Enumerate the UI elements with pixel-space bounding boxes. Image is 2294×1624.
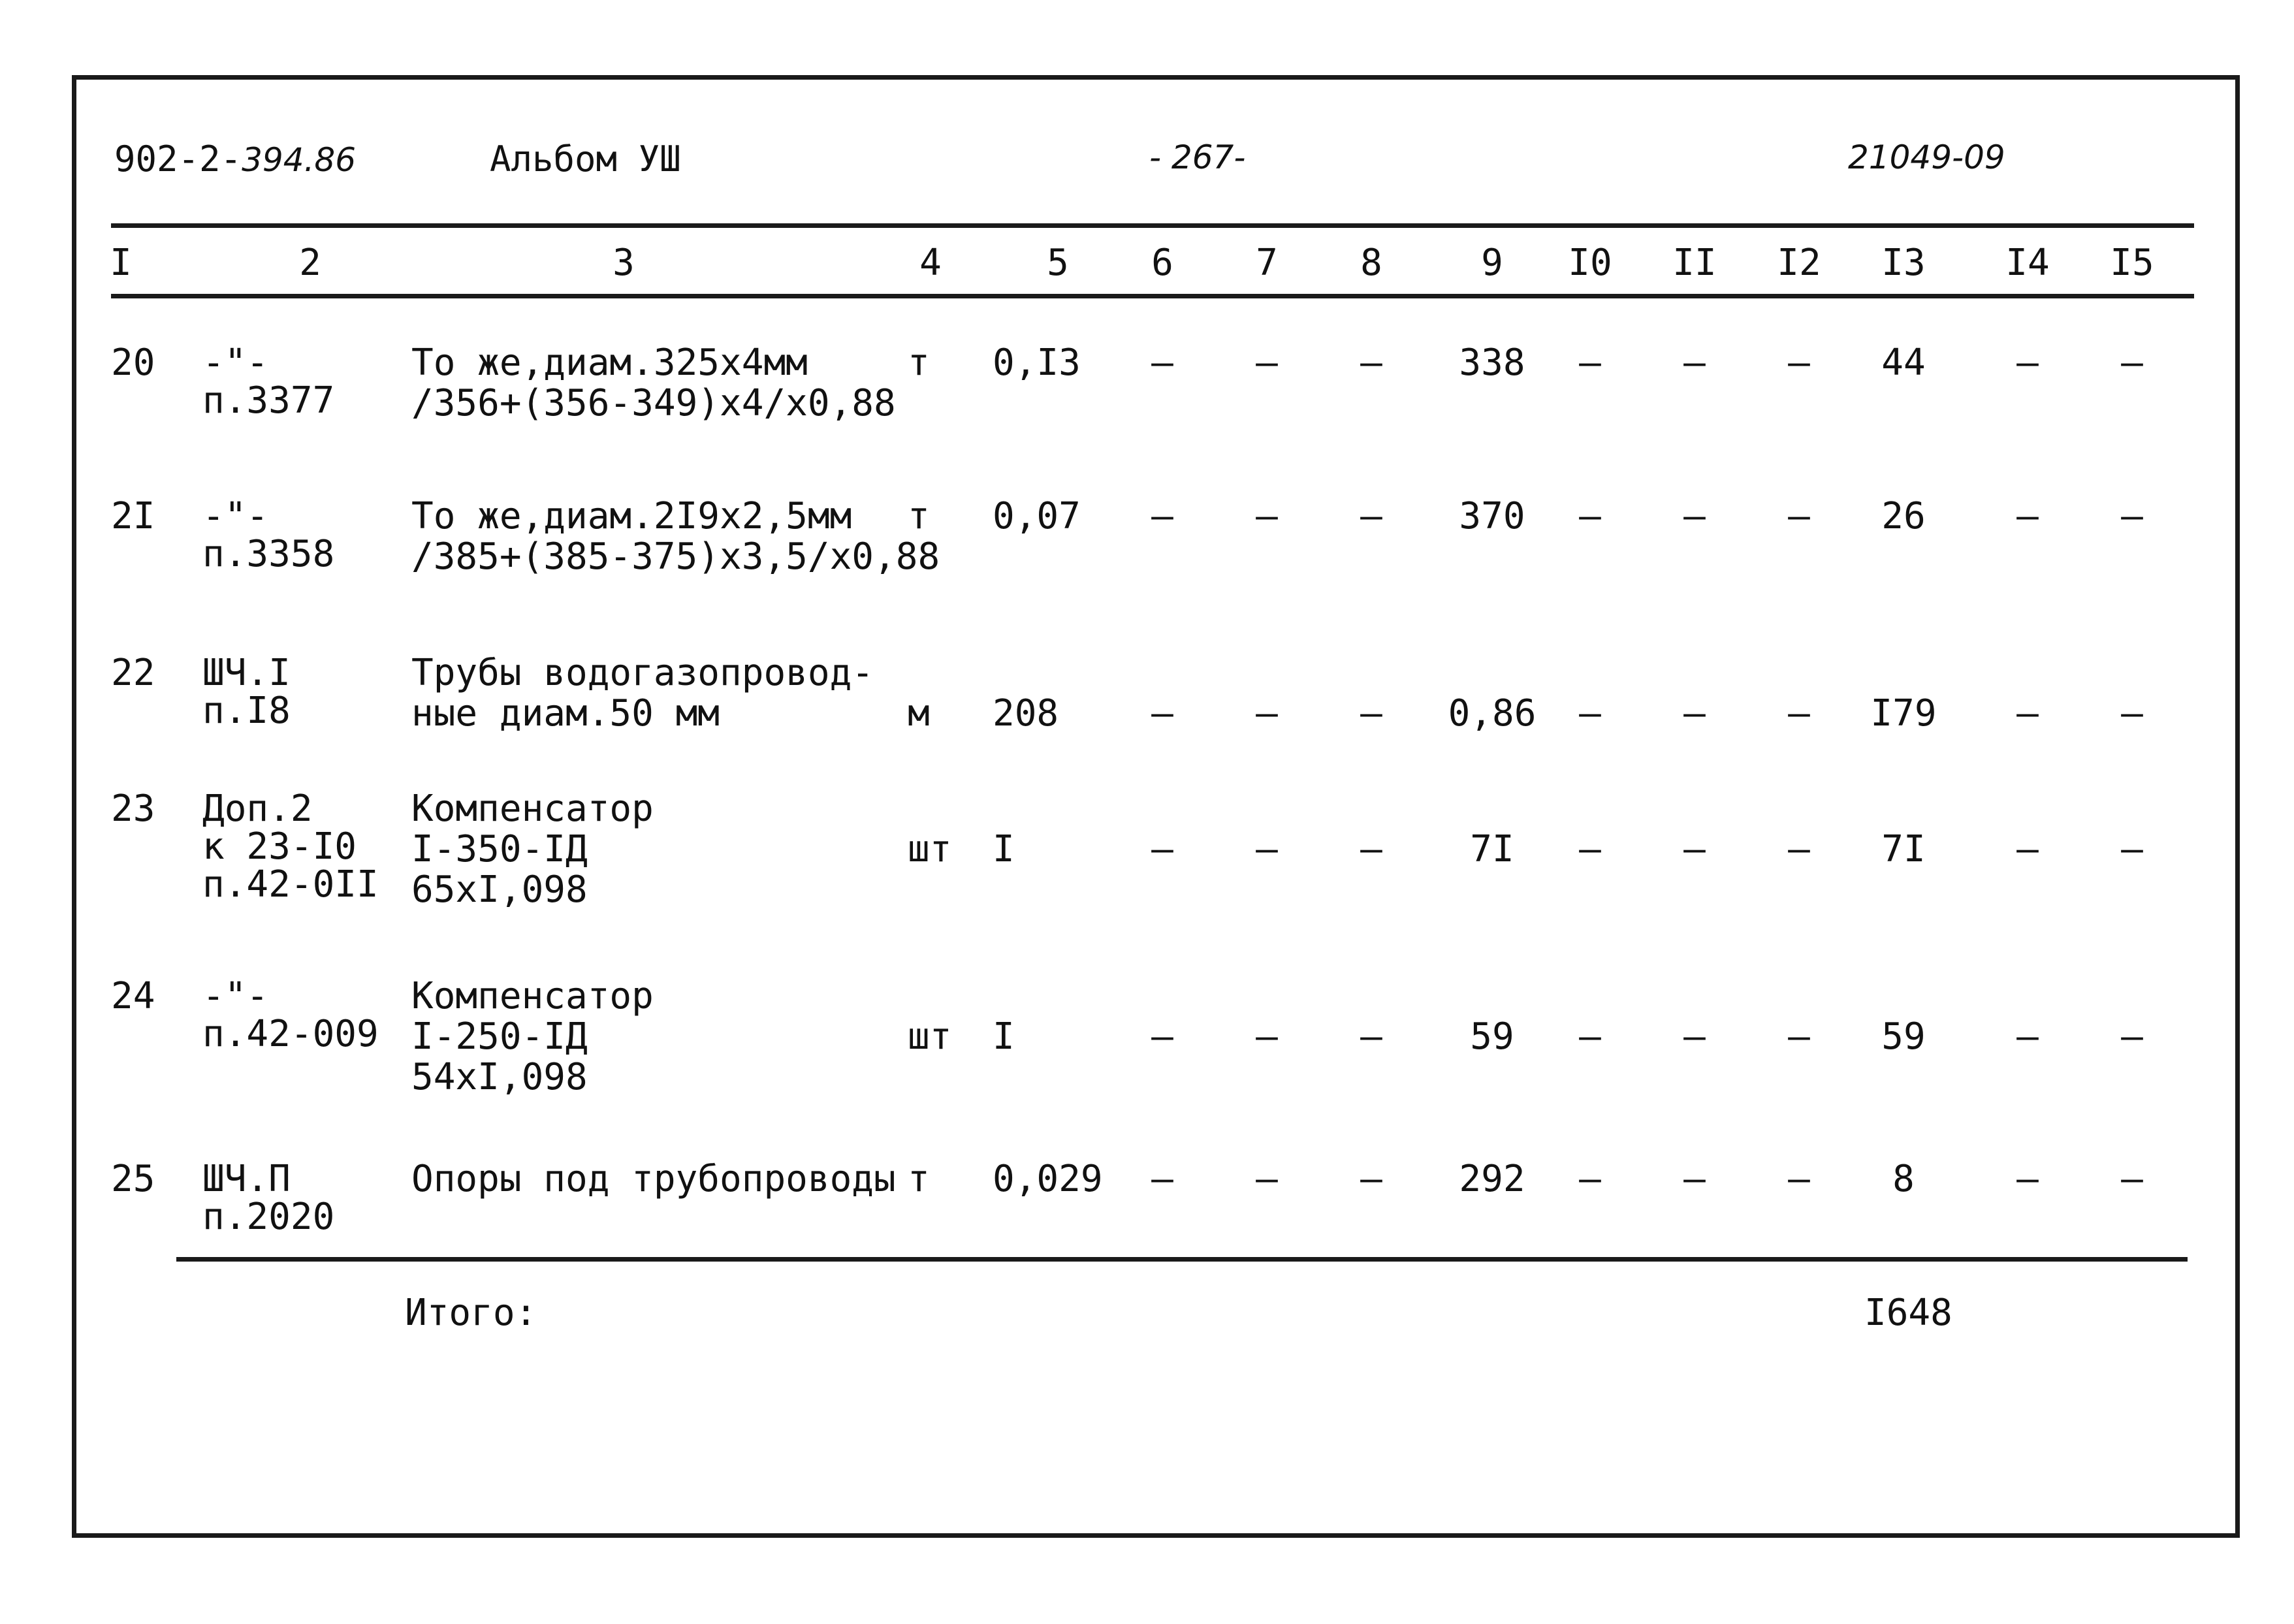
album-label: Альбом УШ (490, 138, 681, 180)
row-reference: Доп.2 (202, 788, 313, 830)
row-c12: – (1788, 692, 1810, 735)
page-number: - 267- (1149, 138, 1246, 176)
column-header-2: 2 (299, 242, 321, 284)
row-c9: 370 (1459, 495, 1525, 537)
row-quantity: 0,029 (993, 1158, 1103, 1200)
row-c7: – (1256, 1158, 1278, 1200)
column-header-10: I0 (1568, 242, 1612, 284)
row-c14: – (2016, 1015, 2039, 1058)
row-unit: шт (908, 828, 952, 870)
row-c13: I79 (1870, 692, 1937, 735)
column-header-4: 4 (919, 242, 942, 284)
row-c9: 7I (1470, 828, 1514, 870)
row-c12: – (1788, 828, 1810, 870)
row-reference: п.2020 (202, 1196, 335, 1238)
column-header-7: 7 (1256, 242, 1278, 284)
row-c9: 338 (1459, 342, 1525, 384)
row-c10: – (1579, 1015, 1601, 1058)
row-c13: 26 (1881, 495, 1926, 537)
row-c11: – (1683, 495, 1706, 537)
row-c10: – (1579, 692, 1601, 735)
row-reference: -"- (202, 975, 269, 1017)
row-description: I-350-IД (411, 828, 588, 870)
row-c10: – (1579, 1158, 1601, 1200)
row-c8: – (1360, 495, 1382, 537)
row-c6: – (1151, 1158, 1173, 1200)
row-c13: 8 (1892, 1158, 1915, 1200)
row-c10: – (1579, 342, 1601, 384)
row-c10: – (1579, 495, 1601, 537)
row-c7: – (1256, 495, 1278, 537)
row-c8: – (1360, 828, 1382, 870)
row-reference: ШЧ.I (202, 652, 291, 694)
row-reference: п.I8 (202, 690, 291, 732)
row-description: Компенсатор (411, 788, 654, 830)
row-reference: ШЧ.П (202, 1158, 291, 1200)
row-c14: – (2016, 828, 2039, 870)
row-c7: – (1256, 1015, 1278, 1058)
row-c8: – (1360, 1015, 1382, 1058)
row-c8: – (1360, 342, 1382, 384)
column-header-15: I5 (2110, 242, 2154, 284)
row-quantity: 0,I3 (993, 342, 1081, 384)
row-reference: -"- (202, 342, 269, 384)
row-description: /385+(385-375)х3,5/х0,88 (411, 535, 940, 578)
row-c15: – (2121, 692, 2143, 735)
row-reference: п.3358 (202, 533, 335, 575)
column-header-3: 3 (613, 242, 635, 284)
row-c7: – (1256, 342, 1278, 384)
doc-code-handwritten: 394.86 (242, 141, 357, 179)
row-c12: – (1788, 495, 1810, 537)
row-unit: т (908, 342, 930, 384)
row-number: 23 (111, 788, 155, 830)
row-c14: – (2016, 495, 2039, 537)
row-c11: – (1683, 828, 1706, 870)
row-c11: – (1683, 342, 1706, 384)
row-c13: 44 (1881, 342, 1926, 384)
total-value: I648 (1864, 1292, 1952, 1334)
column-header-8: 8 (1360, 242, 1382, 284)
row-description: То же,диам.2I9х2,5мм (411, 495, 852, 537)
row-c15: – (2121, 495, 2143, 537)
column-header-11: II (1672, 242, 1717, 284)
row-c15: – (2121, 1015, 2143, 1058)
row-c11: – (1683, 692, 1706, 735)
row-description: То же,диам.325х4мм (411, 342, 808, 384)
row-reference: к 23-I0 (202, 825, 357, 868)
row-reference: п.3377 (202, 379, 335, 422)
row-c7: – (1256, 828, 1278, 870)
row-c12: – (1788, 1158, 1810, 1200)
column-header-12: I2 (1777, 242, 1821, 284)
row-description: ные диам.50 мм (411, 692, 720, 735)
row-c13: 59 (1881, 1015, 1926, 1058)
column-header-6: 6 (1151, 242, 1173, 284)
row-c8: – (1360, 1158, 1382, 1200)
row-c8: – (1360, 692, 1382, 735)
row-c13: 7I (1881, 828, 1926, 870)
row-number: 2I (111, 495, 155, 537)
row-unit: т (908, 1158, 930, 1200)
row-c6: – (1151, 828, 1173, 870)
row-description: I-250-IД (411, 1015, 588, 1058)
row-c9: 0,86 (1448, 692, 1537, 735)
row-c15: – (2121, 828, 2143, 870)
row-unit: т (908, 495, 930, 537)
column-header-1: I (110, 242, 132, 284)
column-header-9: 9 (1481, 242, 1503, 284)
row-number: 22 (111, 652, 155, 694)
row-c12: – (1788, 1015, 1810, 1058)
row-quantity: I (993, 1015, 1015, 1058)
row-description: 54хI,098 (411, 1056, 588, 1098)
row-quantity: I (993, 828, 1015, 870)
row-c12: – (1788, 342, 1810, 384)
row-reference: п.42-009 (202, 1013, 379, 1055)
row-unit: шт (908, 1015, 952, 1058)
row-quantity: 208 (993, 692, 1059, 735)
row-reference: п.42-0II (202, 863, 379, 906)
row-c7: – (1256, 692, 1278, 735)
row-c6: – (1151, 495, 1173, 537)
row-c6: – (1151, 692, 1173, 735)
row-c9: 292 (1459, 1158, 1525, 1200)
total-label: Итого: (405, 1292, 537, 1334)
row-c14: – (2016, 342, 2039, 384)
row-c14: – (2016, 692, 2039, 735)
row-unit: м (908, 692, 930, 735)
doc-code (114, 138, 356, 180)
row-description: 65хI,098 (411, 868, 588, 911)
row-c6: – (1151, 342, 1173, 384)
row-description: Компенсатор (411, 975, 654, 1017)
column-header-13: I3 (1881, 242, 1926, 284)
row-description: Трубы водогазопровод- (411, 652, 874, 694)
row-number: 25 (111, 1158, 155, 1200)
header-top-rule (111, 223, 2194, 228)
column-header-14: I4 (2005, 242, 2050, 284)
row-c6: – (1151, 1015, 1173, 1058)
row-reference: -"- (202, 495, 269, 537)
column-header-5: 5 (1047, 242, 1069, 284)
row-c9: 59 (1470, 1015, 1514, 1058)
row-c11: – (1683, 1158, 1706, 1200)
row-c10: – (1579, 828, 1601, 870)
row-description: /356+(356-349)х4/х0,88 (411, 382, 896, 424)
row-description: Опоры под трубопроводы (411, 1158, 896, 1200)
row-c11: – (1683, 1015, 1706, 1058)
row-number: 24 (111, 975, 155, 1017)
row-c15: – (2121, 342, 2143, 384)
doc-code-printed: 902-2- (114, 138, 242, 180)
header-bottom-rule (111, 294, 2194, 298)
document-ref: 21049-09 (1848, 138, 2005, 176)
row-number: 20 (111, 342, 155, 384)
row-c15: – (2121, 1158, 2143, 1200)
row-c14: – (2016, 1158, 2039, 1200)
total-rule (176, 1257, 2188, 1262)
row-quantity: 0,07 (993, 495, 1081, 537)
